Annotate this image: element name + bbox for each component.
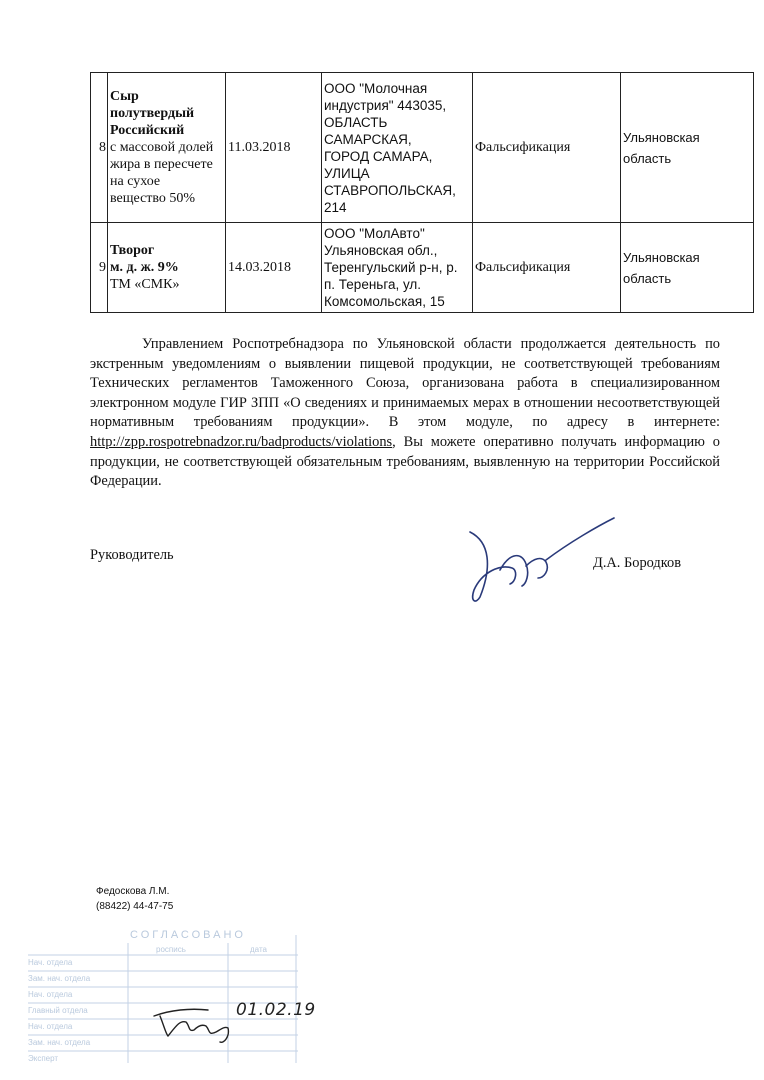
table-row (91, 73, 754, 223)
paragraph-text-end: , Вы можете оперативно получать информацию о продукции, не соответствующей обязательным требованиям, выявленную на территории Российской Федерации. (90, 433, 720, 490)
product-cell (108, 223, 226, 313)
manufacturer-line: Комсомольская, 15 (324, 294, 445, 309)
row-number: 9 (91, 223, 108, 313)
manufacturer-cell (322, 73, 473, 223)
stamp-row-label: Нач. отдела (28, 1022, 73, 1031)
executor-phone: (88422) 44-47-75 (96, 901, 174, 912)
region-line: область (623, 270, 672, 286)
stamp-col-date: дата (250, 945, 267, 954)
signer-title: Руководитель (90, 547, 174, 563)
stamp-title: СОГЛАСОВАНО (130, 929, 246, 941)
region-cell (621, 73, 754, 223)
body-paragraph (90, 335, 720, 492)
product-name-line: м. д. ж. 9% (110, 260, 179, 275)
stamp-row-label: Зам. нач. отдела (28, 1038, 91, 1047)
manufacturer-line: Ульяновская обл., (324, 243, 438, 258)
table-row (91, 223, 754, 313)
region-cell (621, 223, 754, 313)
manufacturer-line: ОБЛАСТЬ (324, 114, 388, 130)
manufacturer-cell (322, 223, 473, 313)
region-line: область (623, 150, 672, 166)
executor-name: Федоскова Л.М. (96, 886, 170, 897)
stamp-row-label: Нач. отдела (28, 990, 73, 999)
manufacturer-line: ООО "Молочная (324, 80, 428, 96)
product-desc-line: ТМ «СМК» (110, 277, 180, 292)
violation-cell: Фальсификация (473, 223, 621, 313)
manufacturer-line: ГОРОД САМАРА, (324, 148, 433, 164)
stamp-row-label: Главный отдела (28, 1006, 88, 1015)
product-desc-line: жира в пересчете (110, 157, 213, 172)
stamp-col-signature: роспись (156, 945, 186, 954)
executor-info (96, 884, 173, 914)
stamp-row-label: Зам. нач. отдела (28, 974, 91, 983)
violation-cell: Фальсификация (473, 73, 621, 223)
product-name-line: Российский (110, 123, 185, 138)
manufacturer-line: Теренгульский р-н, р. (324, 260, 458, 275)
region-line: Ульяновская (623, 249, 700, 265)
product-desc-line: на сухое (110, 174, 161, 189)
region-line: Ульяновская (623, 129, 700, 145)
product-cell (108, 73, 226, 223)
product-desc-line: вещество 50% (110, 191, 196, 206)
approval-date: 01.02.19 (236, 1000, 316, 1020)
row-number: 8 (91, 73, 108, 223)
signer-name: Д.А. Бородков (593, 555, 682, 571)
manufacturer-line: СТАВРОПОЛЬСКАЯ, (324, 182, 456, 198)
handwritten-signature (430, 512, 620, 612)
manufacturer-line: ООО "МолАвто" (324, 226, 425, 241)
products-table (90, 72, 754, 313)
manufacturer-line: 214 (324, 199, 347, 215)
product-desc-line: с массовой долей (110, 140, 214, 155)
violations-link[interactable]: http://zpp.rospotrebnadzor.ru/badproducts/violations (90, 433, 393, 450)
manufacturer-line: САМАРСКАЯ, (324, 131, 412, 147)
date-cell: 14.03.2018 (226, 223, 322, 313)
manufacturer-line: п. Тереньга, ул. (324, 277, 422, 292)
paragraph-text: Управлением Роспотребнадзора по Ульяновской области продолжается деятельность по экстренным уведомлениям о выявлении пищевой продукции, не соответствующей требованиям Технических регламентов Таможенного Союза, организована работа в специализированном электронном модуле ГИР ЗПП «О сведениях и принимаемых мерах в отношении несоответствующей нормативным требованиям продукции». В этом модуле, по адресу в интернете: (90, 336, 720, 431)
manufacturer-line: индустрия" 443035, (324, 97, 447, 113)
stamp-row-label: Нач. отдела (28, 958, 73, 967)
stamp-row-label: Эксперт (28, 1054, 59, 1063)
manufacturer-line: УЛИЦА (324, 165, 370, 181)
product-name-line: Творог (110, 243, 155, 258)
product-name-line: полутвердый (110, 106, 195, 121)
product-name-line: Сыр (110, 89, 139, 104)
date-cell: 11.03.2018 (226, 73, 322, 223)
